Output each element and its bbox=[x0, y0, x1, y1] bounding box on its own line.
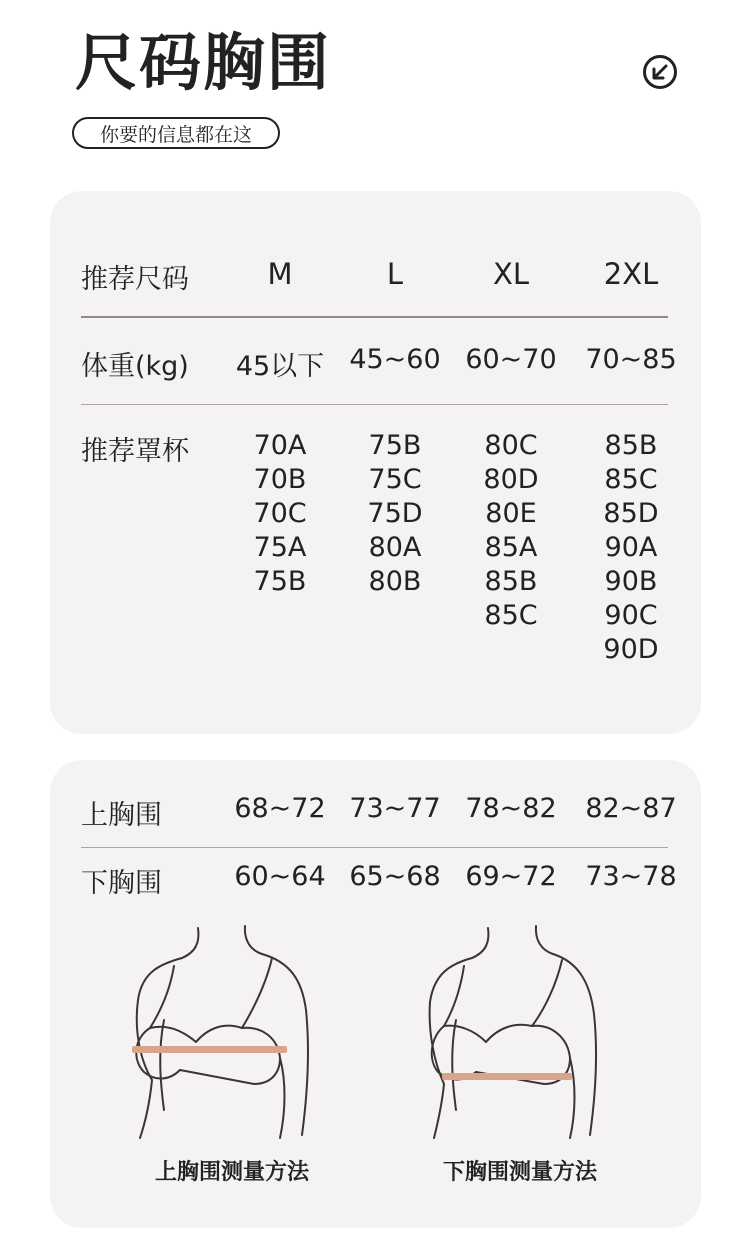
upper-bust-caption: 上胸围测量方法 bbox=[154, 1160, 309, 1185]
upper-bust-cell: 82~87 bbox=[585, 793, 677, 824]
divider bbox=[81, 404, 668, 405]
cup-size: 90B bbox=[604, 566, 658, 597]
weight-label: 体重(kg) bbox=[81, 351, 189, 382]
cup-size: 70A bbox=[253, 430, 307, 461]
divider bbox=[81, 847, 668, 848]
recommended-size-label: 推荐尺码 bbox=[81, 264, 189, 295]
cup-column-l bbox=[335, 429, 455, 599]
weight-cell: 45~60 bbox=[349, 344, 441, 375]
cup-size: 75B bbox=[368, 430, 422, 461]
cup-column-xl bbox=[451, 429, 571, 633]
cup-column-m bbox=[220, 429, 340, 599]
lower-bust-cell: 65~68 bbox=[349, 861, 441, 892]
cup-size: 85C bbox=[484, 600, 538, 631]
cup-size: 70C bbox=[253, 498, 307, 529]
cup-size: 75C bbox=[368, 464, 422, 495]
weight-cell: 70~85 bbox=[585, 344, 677, 375]
upper-bust-cell: 78~82 bbox=[465, 793, 557, 824]
weight-cell: 45以下 bbox=[235, 351, 325, 382]
cup-size: 90A bbox=[604, 532, 658, 563]
bust-measurement-card bbox=[50, 760, 701, 1228]
lower-bust-illustration bbox=[428, 920, 628, 1145]
lower-bust-caption: 下胸围测量方法 bbox=[442, 1160, 597, 1185]
cup-label: 推荐罩杯 bbox=[81, 436, 189, 467]
size-cell: M bbox=[267, 257, 293, 291]
cup-size: 85D bbox=[603, 498, 659, 529]
cup-size: 85B bbox=[484, 566, 538, 597]
size-cell: 2XL bbox=[603, 257, 659, 291]
divider bbox=[81, 316, 668, 318]
lower-bust-cell: 69~72 bbox=[465, 861, 557, 892]
cup-size: 70B bbox=[253, 464, 307, 495]
upper-bust-cell: 73~77 bbox=[349, 793, 441, 824]
size-recommendation-card bbox=[50, 191, 701, 734]
cup-size: 80D bbox=[483, 464, 539, 495]
cup-size: 90C bbox=[604, 600, 658, 631]
cup-size: 80B bbox=[368, 566, 422, 597]
lower-bust-cell: 73~78 bbox=[585, 861, 677, 892]
size-cell: L bbox=[386, 257, 404, 291]
cup-size: 80E bbox=[485, 498, 537, 529]
upper-bust-label: 上胸围 bbox=[81, 800, 162, 831]
cup-column-2xl bbox=[571, 429, 691, 667]
lower-bust-cell: 60~64 bbox=[234, 861, 326, 892]
cup-size: 85A bbox=[484, 532, 538, 563]
weight-cell: 60~70 bbox=[465, 344, 557, 375]
upper-bust-cell: 68~72 bbox=[234, 793, 326, 824]
subtitle-badge: 你要的信息都在这 bbox=[72, 117, 280, 149]
lower-bust-band bbox=[442, 1073, 572, 1080]
upper-bust-illustration bbox=[130, 920, 330, 1145]
cup-size: 85B bbox=[604, 430, 658, 461]
cup-size: 75D bbox=[367, 498, 423, 529]
cup-size: 90D bbox=[603, 634, 659, 665]
cup-size: 75A bbox=[253, 532, 307, 563]
size-cell: XL bbox=[492, 257, 530, 291]
arrow-down-left-circle-icon[interactable] bbox=[642, 54, 678, 90]
cup-size: 80A bbox=[368, 532, 422, 563]
lower-bust-label: 下胸围 bbox=[81, 868, 162, 899]
upper-bust-band bbox=[132, 1046, 287, 1053]
cup-size: 85C bbox=[604, 464, 658, 495]
cup-size: 80C bbox=[484, 430, 538, 461]
cup-size: 75B bbox=[253, 566, 307, 597]
page-title: 尺码胸围 bbox=[75, 26, 332, 99]
